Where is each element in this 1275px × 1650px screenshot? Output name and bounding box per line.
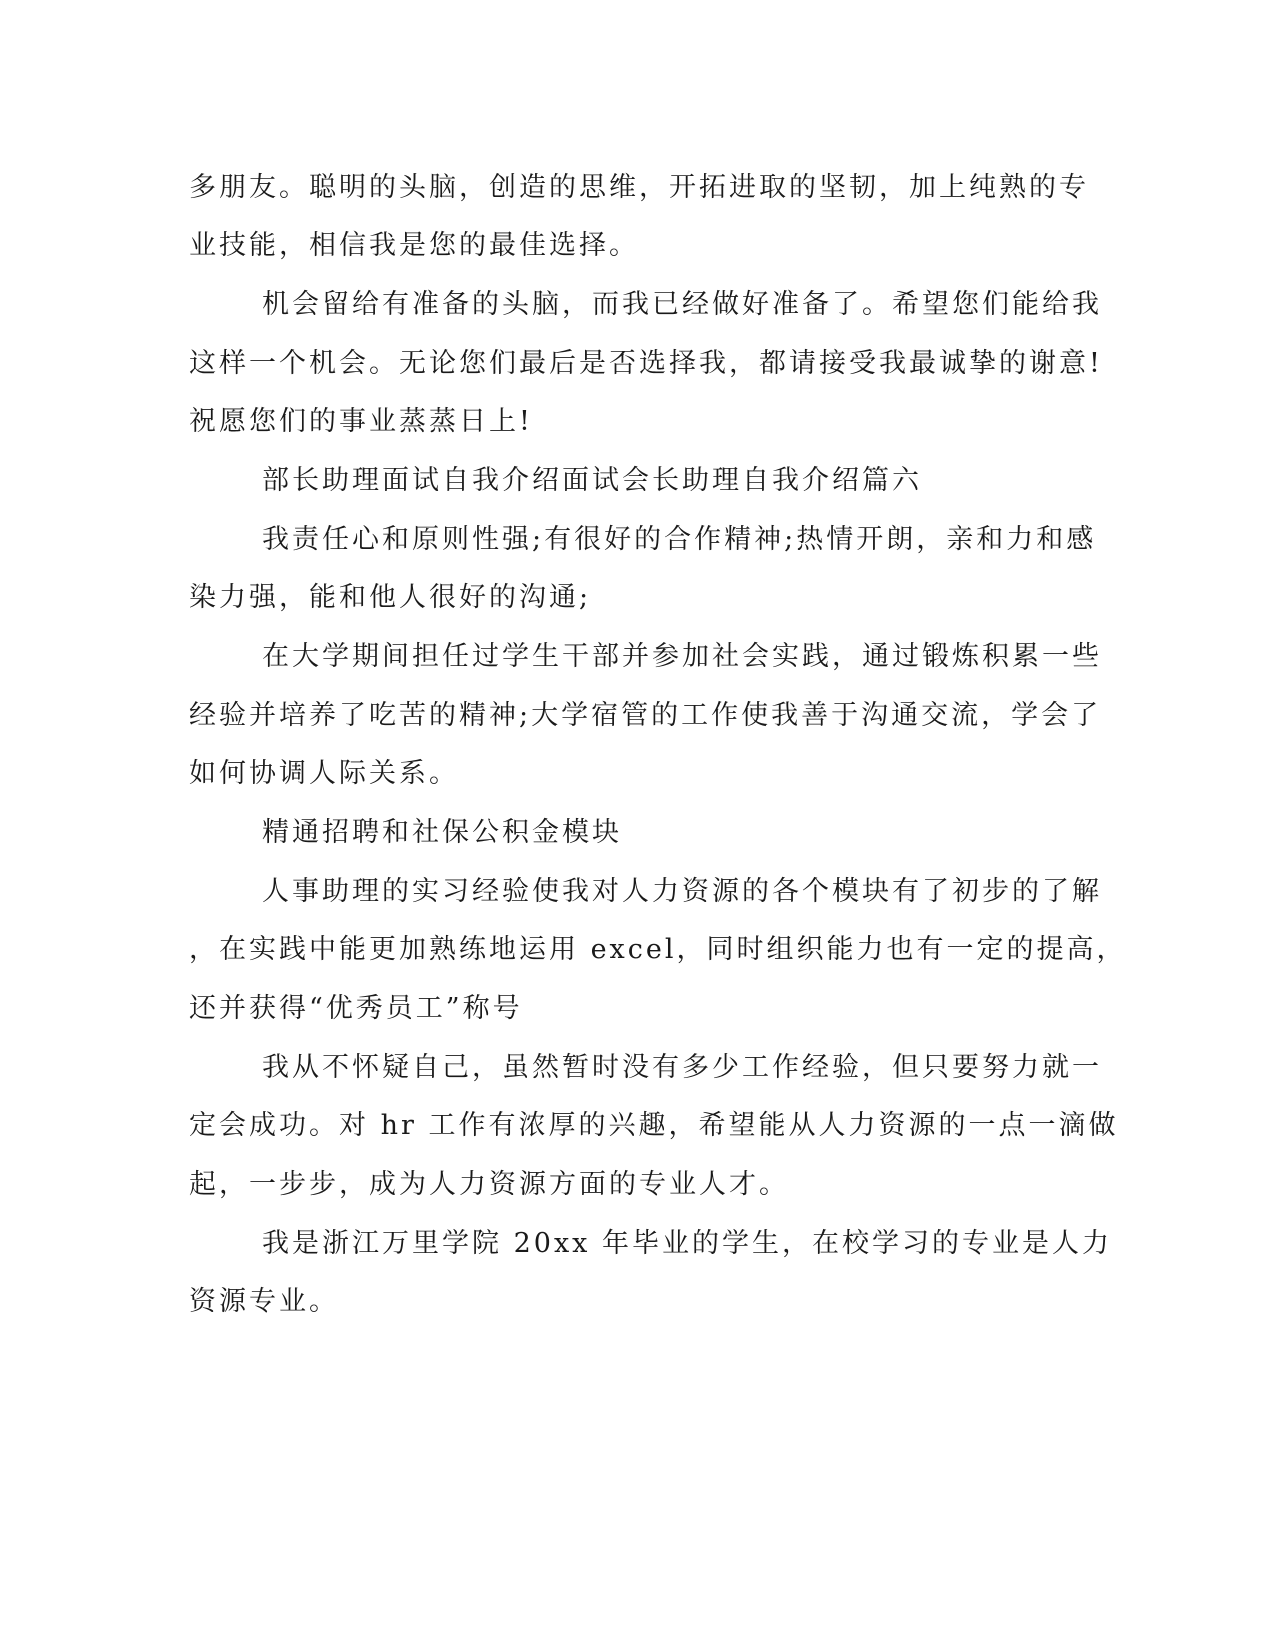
section-heading: 部长助理面试自我介绍面试会长助理自我介绍篇六: [262, 465, 922, 496]
text-line: 机会留给有准备的头脑，而我已经做好准备了。希望您们能给我: [262, 289, 1102, 320]
text-line: 人事助理的实习经验使我对人力资源的各个模块有了初步的了解: [262, 876, 1102, 907]
text-line: 染力强，能和他人很好的沟通;: [189, 582, 592, 613]
text-line: 祝愿您们的事业蒸蒸日上!: [189, 406, 533, 437]
text-line: 定会成功。对 hr 工作有浓厚的兴趣，希望能从人力资源的一点一滴做: [189, 1110, 1119, 1141]
text-line: 经验并培养了吃苦的精神;大学宿管的工作使我善于沟通交流，学会了: [189, 700, 1102, 731]
text-line: 资源专业。: [189, 1286, 339, 1317]
text-line: 这样一个机会。无论您们最后是否选择我，都请接受我最诚挚的谢意!: [189, 348, 1103, 379]
text-line: 业技能，相信我是您的最佳选择。: [189, 230, 639, 261]
text-line: 多朋友。聪明的头脑，创造的思维，开拓进取的坚韧，加上纯熟的专: [189, 172, 1089, 203]
text-line: 如何协调人际关系。: [189, 758, 459, 789]
text-line: ，在实践中能更加熟练地运用 excel，同时组织能力也有一定的提高，: [189, 934, 1127, 965]
text-line: 起，一步步，成为人力资源方面的专业人才。: [189, 1169, 789, 1200]
text-line: 我责任心和原则性强;有很好的合作精神;热情开朗，亲和力和感: [262, 524, 1097, 555]
text-line: 我是浙江万里学院 20xx 年毕业的学生，在校学习的专业是人力: [262, 1228, 1112, 1259]
text-line: 精通招聘和社保公积金模块: [262, 817, 622, 848]
text-line: 还并获得“优秀员工”称号: [189, 993, 523, 1024]
text-line: 我从不怀疑自己，虽然暂时没有多少工作经验，但只要努力就一: [262, 1052, 1102, 1083]
text-line: 在大学期间担任过学生干部并参加社会实践，通过锻炼积累一些: [262, 641, 1102, 672]
